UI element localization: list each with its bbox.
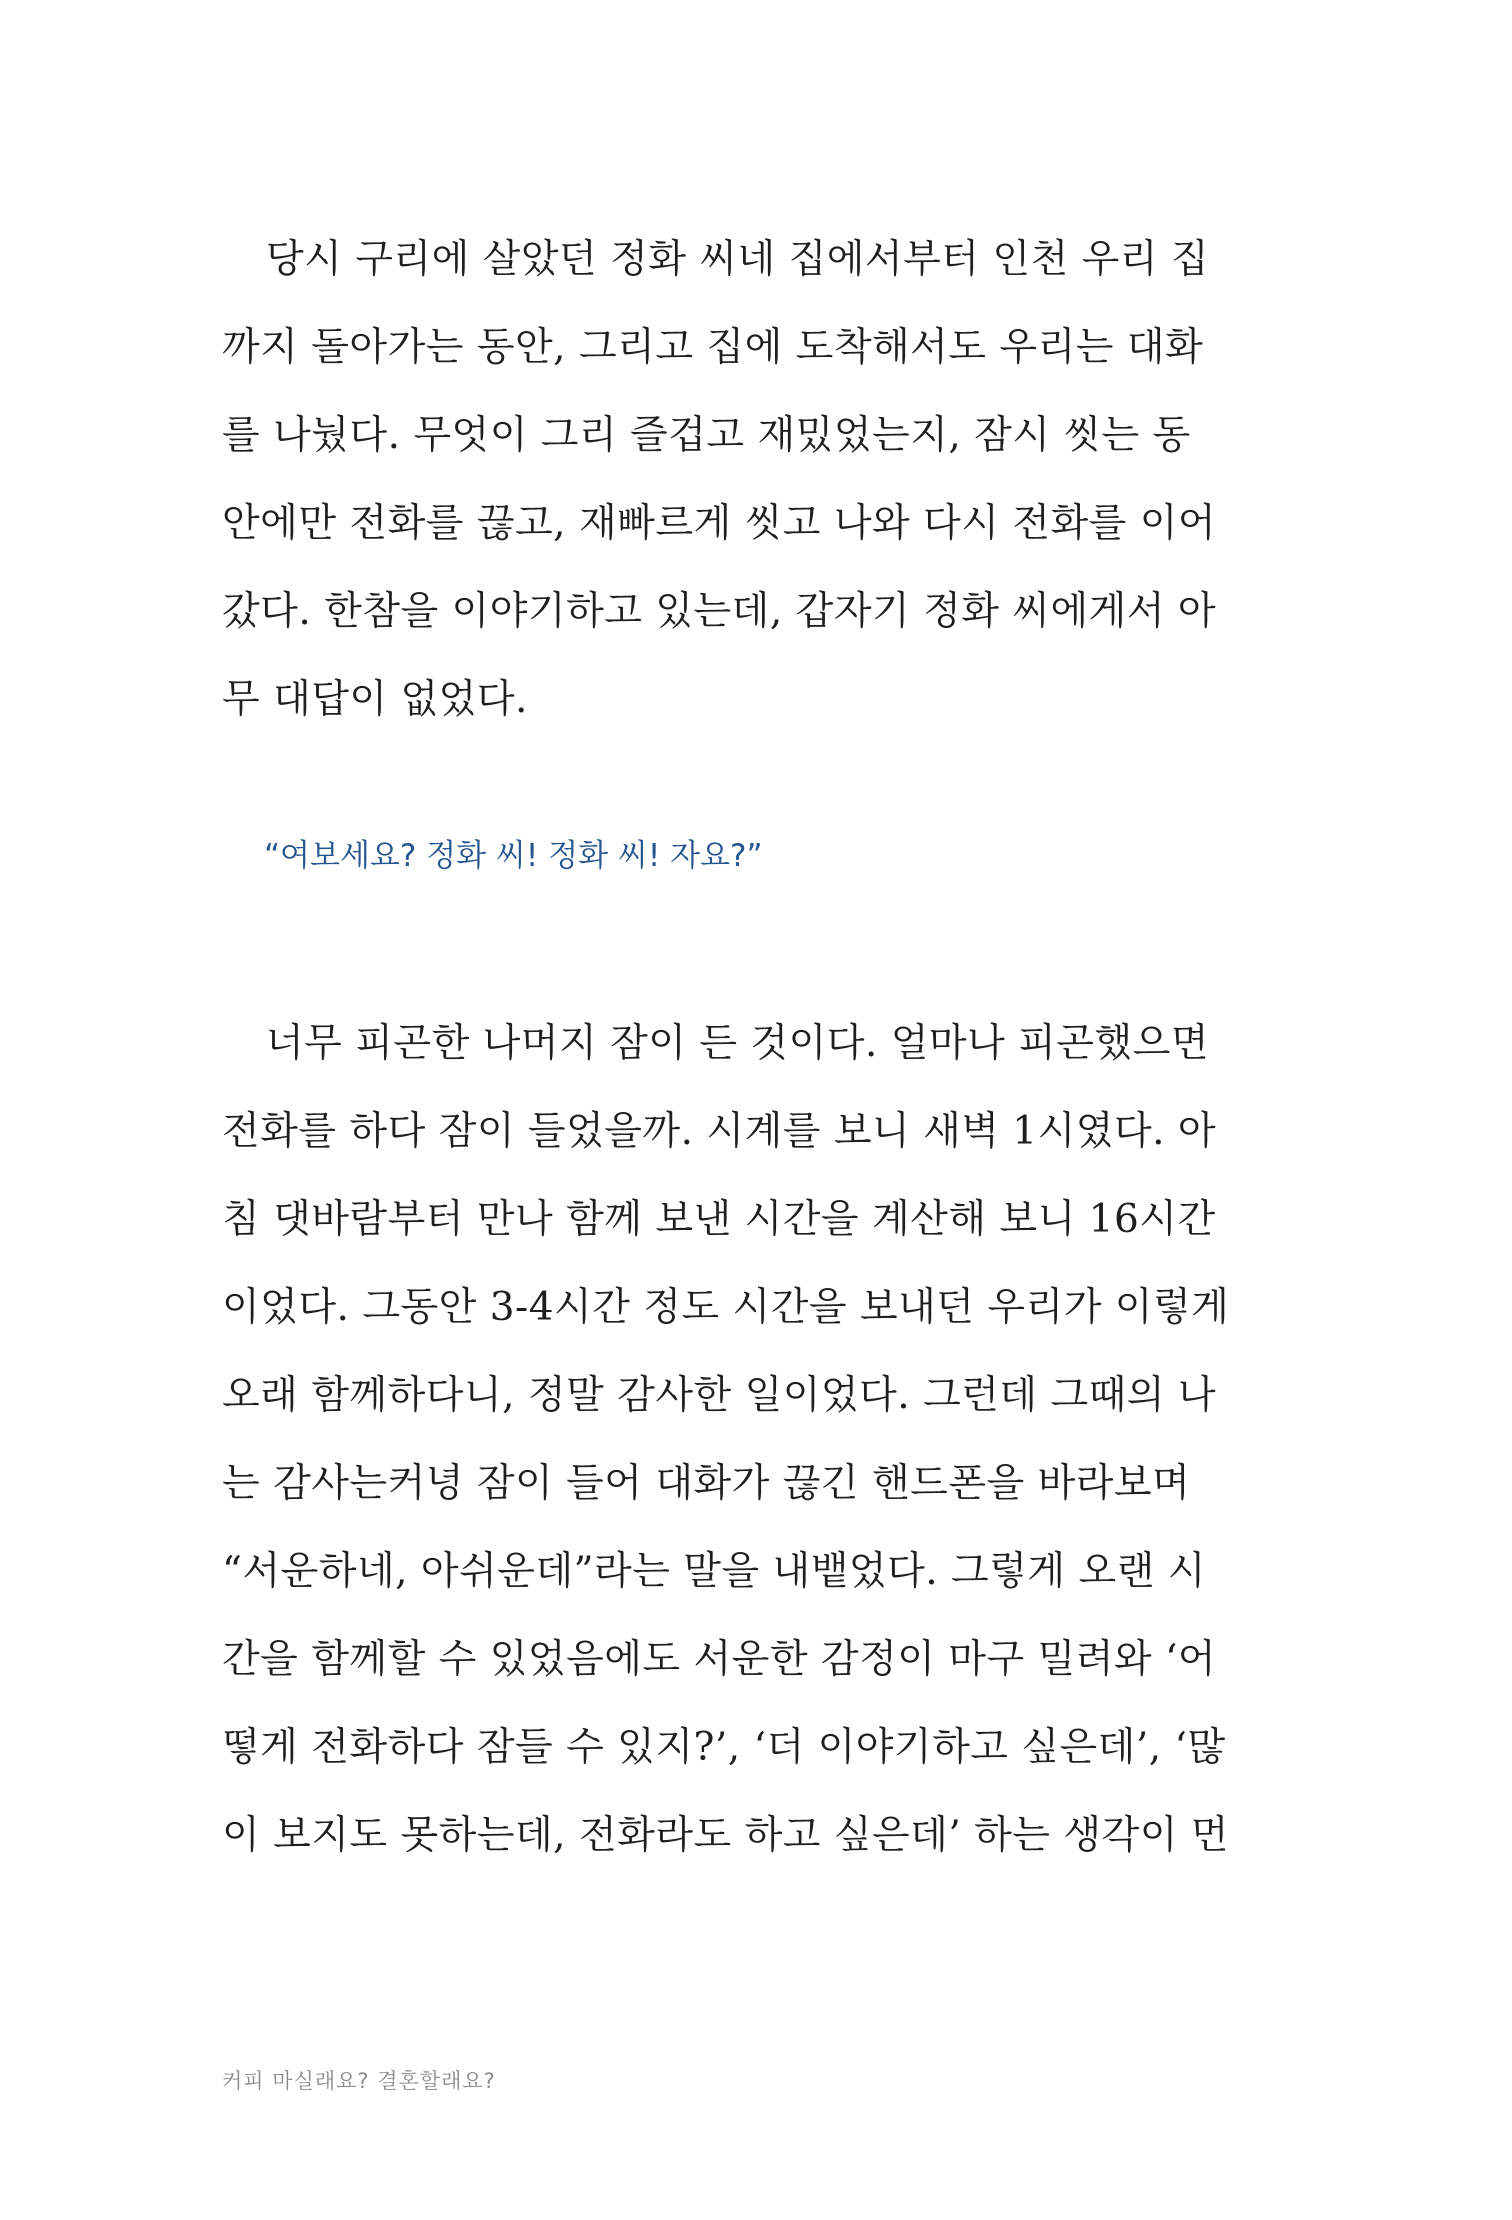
paragraph-line: 당시 구리에 살았던 정화 씨네 집에서부터 인천 우리 집 [266, 237, 1210, 282]
paragraph-line: 떻게 전화하다 잠들 수 있지?’, ‘더 이야기하고 싶은데’, ‘많 [222, 1725, 1226, 1770]
paragraph-line: 전화를 하다 잠이 들었을까. 시계를 보니 새벽 1시였다. 아 [222, 1109, 1217, 1154]
paragraph-line: 까지 돌아가는 동안, 그리고 집에 도착해서도 우리는 대화 [222, 325, 1204, 370]
paragraph-line: 이었다. 그동안 3-4시간 정도 시간을 보내던 우리가 이렇게 [222, 1285, 1230, 1330]
paragraph-line: 오래 함께하다니, 정말 감사한 일이었다. 그런데 그때의 나 [222, 1373, 1217, 1418]
paragraph-line: “서운하네, 아쉬운데”라는 말을 내뱉었다. 그렇게 오랜 시 [222, 1549, 1206, 1594]
paragraph-line: 너무 피곤한 나머지 잠이 든 것이다. 얼마나 피곤했으면 [266, 1021, 1210, 1066]
paragraph-line: 갔다. 한참을 이야기하고 있는데, 갑자기 정화 씨에게서 아 [222, 589, 1217, 634]
paragraph-line: 간을 함께할 수 있었음에도 서운한 감정이 마구 밀려와 ‘어 [222, 1637, 1217, 1682]
paragraph-line: 를 나눴다. 무엇이 그리 즐겁고 재밌었는지, 잠시 씻는 동 [222, 413, 1191, 458]
paragraph-line: 침 댓바람부터 만나 함께 보낸 시간을 계산해 보니 16시간 [222, 1197, 1216, 1242]
paragraph-line: 는 감사는커녕 잠이 들어 대화가 끊긴 핸드폰을 바라보며 [222, 1461, 1191, 1506]
paragraph-line: 이 보지도 못하는데, 전화라도 하고 싶은데’ 하는 생각이 먼 [222, 1813, 1229, 1858]
paragraph-line: 안에만 전화를 끊고, 재빠르게 씻고 나와 다시 전화를 이어 [222, 501, 1217, 546]
paragraph-1 [222, 216, 1217, 744]
paragraph-2 [222, 1000, 1230, 1880]
paragraph-line: 무 대답이 없었다. [222, 677, 528, 722]
running-footer-title: 커피 마실래요? 결혼할래요? [222, 2069, 496, 2093]
dialogue-quote: “여보세요? 정화 씨! 정화 씨! 자요?” [264, 838, 763, 874]
